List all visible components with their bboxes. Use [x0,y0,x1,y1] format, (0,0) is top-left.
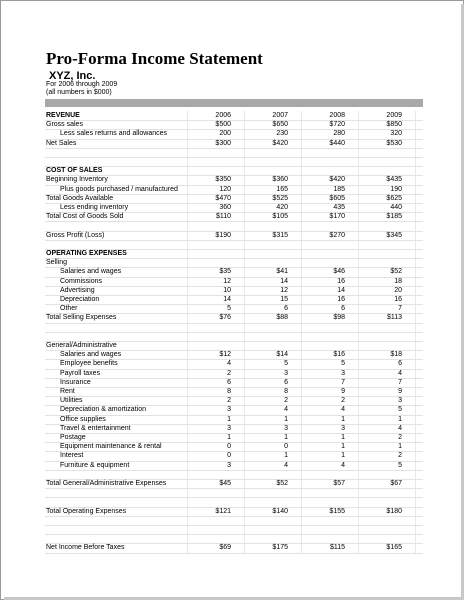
cell-col-2006: 120 [219,185,231,193]
table-row [45,277,423,286]
row-label: General/Administrative [46,342,117,349]
cell-col-2008: 1 [341,452,345,460]
year-header-col-2009: 2009 [386,112,402,119]
table-row [45,129,423,138]
cell-col-2009: $165 [386,544,402,552]
cell-col-2007: $420 [272,139,288,147]
row-label: Rent [60,388,75,395]
table-row [45,387,423,396]
cell-col-2006: 0 [227,443,231,451]
cell-col-2006: 12 [223,277,231,285]
table-row [45,157,423,166]
table-row [45,295,423,304]
cell-col-2006: $190 [215,231,231,239]
cell-col-2009: 9 [398,388,402,395]
cell-col-2009: $180 [386,507,402,515]
year-header-col-2006: 2006 [215,112,231,119]
table-row [45,111,423,120]
cell-col-2006: $470 [215,194,231,202]
cell-col-2008: 185 [333,185,345,193]
cell-col-2008: $57 [333,480,345,487]
row-label: Commissions [60,277,103,285]
table-row [45,221,423,230]
row-label: Equipment maintenance & rental [60,443,162,451]
row-label: Insurance [60,378,91,386]
row-label: Beginning Inventory [46,176,108,184]
cell-col-2008: 4 [341,406,345,414]
cell-col-2007: $175 [272,544,288,552]
cell-col-2006: 1 [227,434,231,441]
row-label: Office supplies [60,415,106,423]
cell-col-2007: 1 [284,452,288,460]
row-label: REVENUE [46,112,80,119]
cell-col-2006: 3 [227,461,231,469]
cell-col-2006: 0 [227,452,231,460]
table-row [45,231,423,240]
cell-col-2008: 16 [337,296,345,303]
cell-col-2009: 320 [390,130,402,138]
cell-col-2009: $185 [386,213,402,221]
document-title: Pro-Forma Income Statement [46,49,263,68]
cell-col-2008: $420 [329,176,345,184]
cell-col-2007: $105 [272,213,288,221]
table-row [45,267,423,276]
cell-col-2008: 1 [341,434,345,441]
table-row [45,359,423,368]
cell-col-2008: 1 [341,443,345,451]
cell-col-2009: $345 [386,231,402,239]
cell-col-2008: 3 [341,369,345,377]
cell-col-2007: 1 [284,415,288,423]
company-name: XYZ, Inc. [49,70,96,82]
table-row [45,258,423,267]
cell-col-2006: $12 [219,351,231,359]
cell-col-2006: 360 [219,204,231,211]
cell-col-2007: $14 [276,351,288,359]
cell-col-2006: 200 [219,130,231,138]
cell-col-2007: 165 [276,185,288,193]
table-row [45,341,423,350]
cell-col-2007: 4 [284,461,288,469]
cell-col-2006: 3 [227,424,231,432]
cell-col-2007: $52 [276,480,288,487]
table-row [45,488,423,497]
cell-col-2008: $16 [333,351,345,359]
year-header-col-2008: 2008 [329,112,345,119]
row-label: Total Selling Expenses [46,314,117,322]
row-label: Furniture & equipment [60,461,130,469]
cell-col-2007: 1 [284,434,288,441]
row-label: Depreciation [60,296,100,303]
cell-col-2006: $69 [219,544,231,552]
cell-col-2009: 16 [394,296,402,303]
cell-col-2007: 230 [276,130,288,138]
row-label: Less sales returns and allowances [60,130,168,138]
row-label: Other [60,305,78,313]
cell-col-2007: 6 [284,378,288,386]
cell-col-2008: 6 [341,305,345,313]
cell-col-2009: 4 [398,424,402,432]
table-row [45,120,423,129]
row-label: Selling [46,259,68,267]
units-note: (all numbers in $000) [46,89,112,96]
cell-col-2009: 440 [390,204,402,211]
income-statement-table [45,111,423,553]
cell-col-2009: 4 [398,369,402,377]
cell-col-2008: $115 [329,544,345,552]
cell-col-2006: 5 [227,305,231,313]
table-row [45,212,423,221]
row-label: Total Goods Available [46,194,114,202]
cell-col-2009: 18 [394,277,402,285]
cell-col-2009: $850 [386,121,402,129]
cell-col-2007: $41 [276,268,288,276]
row-label: Salaries and wages [60,351,122,359]
cell-col-2008: 5 [341,360,345,368]
cell-col-2006: $35 [219,268,231,276]
cell-col-2008: $440 [329,139,345,147]
cell-col-2007: 15 [280,296,288,303]
table-row [45,461,423,470]
table-row [45,396,423,405]
table-row [45,304,423,313]
cell-col-2006: $45 [219,480,231,487]
cell-col-2006: 8 [227,388,231,395]
cell-col-2006: 10 [223,286,231,294]
table-row [45,350,423,359]
row-gridline [45,553,423,554]
cell-col-2007: 420 [276,204,288,211]
cell-col-2008: 435 [333,204,345,211]
cell-col-2006: 1 [227,415,231,423]
cell-col-2008: 4 [341,461,345,469]
cell-col-2009: $18 [390,351,402,359]
cell-col-2008: 2 [341,397,345,405]
table-row [45,139,423,148]
table-row [45,323,423,332]
cell-col-2009: 6 [398,360,402,368]
row-label: Salaries and wages [60,268,122,276]
table-row [45,497,423,506]
cell-col-2007: 6 [284,305,288,313]
cell-col-2009: 7 [398,305,402,313]
cell-col-2006: $110 [215,213,231,221]
table-row [45,415,423,424]
table-row [45,203,423,212]
table-row [45,507,423,516]
cell-col-2006: $500 [215,121,231,129]
cell-col-2007: $525 [272,194,288,202]
cell-col-2006: 4 [227,360,231,368]
row-label: Gross Profit (Loss) [46,231,105,239]
cell-col-2007: 8 [284,388,288,395]
cell-col-2006: $121 [215,507,231,515]
cell-col-2007: $88 [276,314,288,322]
row-label: Less ending inventory [60,204,129,211]
row-label: Total Operating Expenses [46,507,127,515]
table-row [45,286,423,295]
table-row [45,185,423,194]
row-label: Total General/Administrative Expenses [46,480,167,487]
row-label: Plus goods purchased / manufactured [60,185,178,193]
cell-col-2007: 3 [284,369,288,377]
row-label: Employee benefits [60,360,118,368]
header-divider-bar [45,99,423,107]
row-label: Postage [60,434,86,441]
table-row [45,433,423,442]
cell-col-2008: 16 [337,277,345,285]
row-label: Depreciation & amortization [60,406,146,414]
cell-col-2006: $350 [215,176,231,184]
table-row [45,369,423,378]
cell-col-2006: $300 [215,139,231,147]
cell-col-2007: 14 [280,277,288,285]
cell-col-2009: 2 [398,434,402,441]
table-row [45,249,423,258]
cell-col-2007: 3 [284,424,288,432]
table-row [45,313,423,322]
cell-col-2008: $155 [329,507,345,515]
row-label: Travel & entertainment [60,424,131,432]
cell-col-2008: 14 [337,286,345,294]
cell-col-2007: 2 [284,397,288,405]
cell-col-2006: 2 [227,369,231,377]
table-row [45,148,423,157]
table-row [45,442,423,451]
table-row [45,479,423,488]
cell-col-2006: 14 [223,296,231,303]
table-row [45,378,423,387]
row-label: Net Sales [46,139,77,147]
table-row [45,451,423,460]
cell-col-2006: $76 [219,314,231,322]
cell-col-2007: 0 [284,443,288,451]
table-row [45,543,423,552]
cell-col-2006: 6 [227,378,231,386]
cell-col-2008: $98 [333,314,345,322]
cell-col-2008: 9 [341,388,345,395]
row-label: Gross sales [46,121,83,129]
cell-col-2009: $530 [386,139,402,147]
cell-col-2009: $52 [390,268,402,276]
row-label: Total Cost of Goods Sold [46,213,124,221]
cell-col-2009: 3 [398,397,402,405]
cell-col-2009: $67 [390,480,402,487]
table-row [45,240,423,249]
period-text: For 2006 through 2009 [46,81,118,88]
cell-col-2008: $605 [329,194,345,202]
row-label: COST OF SALES [46,167,103,175]
cell-col-2009: 5 [398,406,402,414]
table-row [45,405,423,414]
row-label: Utilities [60,397,83,405]
cell-col-2008: $270 [329,231,345,239]
table-row [45,166,423,175]
cell-col-2008: $170 [329,213,345,221]
cell-col-2008: 7 [341,378,345,386]
table-row [45,534,423,543]
cell-col-2009: 190 [390,185,402,193]
cell-col-2007: $360 [272,176,288,184]
table-row [45,332,423,341]
table-row [45,525,423,534]
row-label: Net Income Before Taxes [46,544,125,552]
cell-col-2009: 1 [398,415,402,423]
cell-col-2007: $140 [272,507,288,515]
cell-col-2008: 3 [341,424,345,432]
cell-col-2009: 5 [398,461,402,469]
cell-col-2009: $113 [386,314,402,322]
table-row [45,470,423,479]
table-row [45,194,423,203]
cell-col-2009: 1 [398,443,402,451]
cell-col-2007: 5 [284,360,288,368]
table-row [45,424,423,433]
cell-col-2008: 280 [333,130,345,138]
row-label: OPERATING EXPENSES [46,250,127,257]
cell-col-2008: $46 [333,268,345,276]
cell-col-2007: $650 [272,121,288,129]
cell-col-2008: $720 [329,121,345,129]
cell-col-2009: $625 [386,194,402,202]
row-label: Interest [60,452,84,460]
row-label: Payroll taxes [60,369,101,377]
cell-col-2009: 2 [398,452,402,460]
cell-col-2006: 2 [227,397,231,405]
cell-col-2009: 20 [394,286,402,294]
year-header-col-2007: 2007 [272,112,288,119]
table-row [45,175,423,184]
cell-col-2007: $315 [272,231,288,239]
cell-col-2006: 3 [227,406,231,414]
cell-col-2009: 7 [398,378,402,386]
table-row [45,516,423,525]
cell-col-2009: $435 [386,176,402,184]
row-label: Advertising [60,286,95,294]
cell-col-2007: 4 [284,406,288,414]
cell-col-2008: 1 [341,415,345,423]
cell-col-2007: 12 [280,286,288,294]
